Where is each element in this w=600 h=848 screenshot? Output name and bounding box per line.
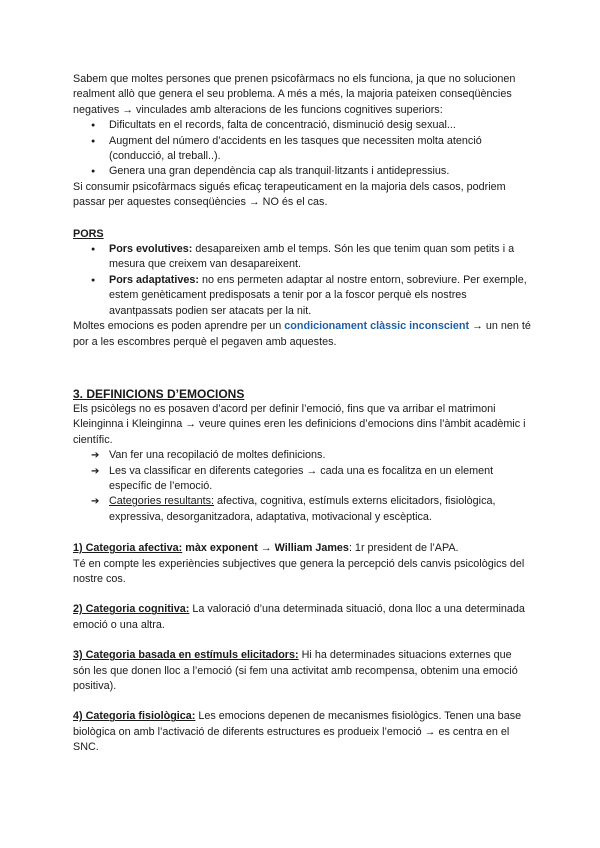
item-text: no ens permeten adaptar al nostre entorn, sobreviure. Per exemple, estem genèticament predisposats a tenir por a la foscor perquè els nostres avantpassats podien ser atacats per la nit. — [109, 273, 527, 317]
arrow-list — [73, 448, 531, 525]
item-label: Pors adaptatives: — [109, 273, 200, 286]
conditioning-paragraph — [73, 319, 531, 350]
conclusion-paragraph: Si consumir psicofàrmacs sigués eficaç terapeuticament en la majoria dels casos, podriem passar per aquestes conseqüències → NO és el cas. — [73, 180, 506, 209]
highlight-term: condicionament clàssic inconscient — [284, 320, 470, 333]
category-text: La valoració d’una determinada situació, dona lloc a una determinada emoció o una altra. — [73, 603, 525, 631]
list-item — [73, 242, 531, 273]
list-item: ● Augment del número d’accidents en les tasques que necessiten molta atenció (conducció, al treball..). — [73, 134, 531, 165]
section-paragraph: Els psicòlegs no es posaven d’acord per definir l’emoció, fins que va arribar el matrimoni Kleinginna i Kleinginna → veure quines eren les definicions d’emocions dins l’àmbit acadèmic i científic. — [73, 402, 526, 446]
item-label: Pors evolutives: — [109, 243, 193, 256]
category-affective-detail: Té en compte les experiències subjectives que genera la percepció dels canvis psicològics del nostre cos. — [73, 557, 525, 585]
intro-paragraph: Sabem que moltes persones que prenen psicofàrmacs no els funciona, ja que no solucionen realment allò que genera el seu problema. A més a més, la majoria pateixen conseqüències negatives → vinculades amb alteracions de les funcions cognitives superiors: — [73, 73, 516, 116]
pors-heading: PORS — [73, 227, 104, 240]
list-item — [73, 273, 531, 319]
document-content — [73, 72, 531, 756]
list-item: ● Dificultats en el records, falta de concentració, disminució desig sexual... — [73, 118, 531, 133]
category-bold: màx exponent → William James — [182, 542, 349, 555]
pors-list — [73, 242, 531, 319]
list-item: ➔ Van fer una recopilació de moltes definicions. — [73, 448, 531, 463]
item-label: Categories resultants: — [109, 495, 215, 508]
category-text: : 1r president de l’APA. — [348, 542, 459, 555]
list-item: ➔ Les va classificar en diferents categories → cada una es focalitza en un element específic de l’emoció. — [73, 464, 531, 495]
category-label: 4) Categoria fisiològica: — [73, 710, 196, 723]
item-text: afectiva, cognitiva, estímuls externs elicitadors, fisiològica, expressiva, desorganitzadora, adaptativa, motivacional y escèptica. — [109, 495, 496, 523]
list-item: ● Genera una gran dependència cap als tranquil·litzants i antidepressius. — [73, 164, 531, 179]
category-cognitive — [73, 602, 531, 633]
list-item — [73, 494, 531, 525]
text-run: Moltes emocions es poden aprendre per un — [73, 320, 285, 333]
consequences-list — [73, 118, 531, 180]
category-stimuli — [73, 648, 531, 694]
category-text: Hi ha determinades situacions externes que són les que donen lloc a l’emoció (si fem una activitat amb recompensa, obtenim una emoció positiva). — [73, 649, 518, 692]
category-label: 2) Categoria cognitiva: — [73, 603, 190, 616]
item-text: desapareixen amb el temps. Són les que tenim quan som petits i a mesura que creixem van desapareixent. — [109, 243, 515, 271]
category-affective — [73, 541, 531, 556]
category-text: Les emocions depenen de mecanismes fisiològics. Tenen una base biològica on amb l’activació de diferents estructures es produeix l’emoció → es centra en el SNC. — [73, 710, 522, 754]
section-heading: 3. DEFINICIONS D’EMOCIONS — [73, 386, 245, 401]
text-run: → un nen té por a les escombres perquè el pegaven amb aquestes. — [73, 320, 531, 348]
category-label: 3) Categoria basada en estímuls elicitadors: — [73, 649, 299, 662]
category-physiological — [73, 709, 531, 755]
category-label: 1) Categoria afectiva: — [73, 542, 183, 555]
